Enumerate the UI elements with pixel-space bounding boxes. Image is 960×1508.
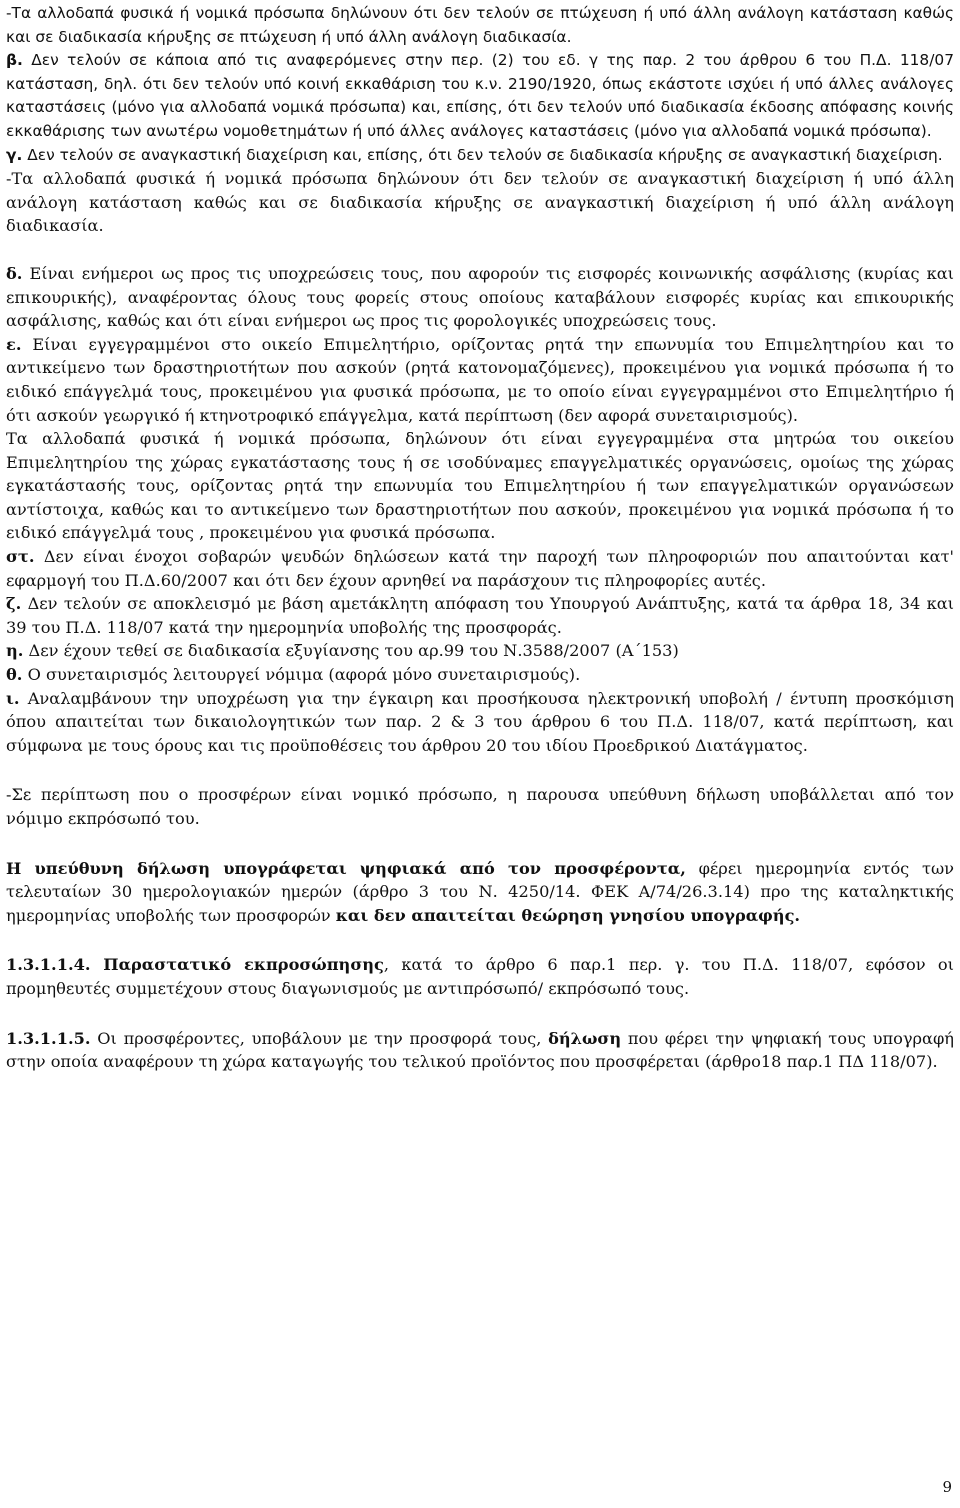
- bold-text: Η υπεύθυνη δήλωση υπογράφεται ψηφιακά από τον προσφέροντα,: [6, 858, 686, 878]
- paragraph-text: Οι προσφέροντες, υποβάλουν με την προσφορά τους,: [90, 1028, 549, 1048]
- paragraph-text: που φέρει την ψηφιακή τους υπογραφή στην οποία αναφέρουν τη χώρα καταγωγής του τελικού προϊόντος που προσφέρεται (άρθρο18 παρ.1 ΠΔ 118/07).: [6, 1028, 954, 1072]
- paragraph-foreign-chamber-registration: [6, 427, 954, 545]
- item-label-i: ι.: [6, 688, 20, 708]
- paragraph-text: Δεν είναι ένοχοι σοβαρών ψευδών δηλώσεων κατά την παροχή των πληροφοριών που απαιτούνται κατ' εφαρμογή του Π.Δ.60/2007 και ότι δεν έχουν αρνηθεί να παράσχουν τις πληροφορίες αυτές.: [6, 547, 954, 590]
- section-number: 1.3.1.1.4.: [6, 955, 91, 975]
- paragraph-text: Τα αλλοδαπά φυσικά ή νομικά πρόσωπα, δηλώνουν ότι είναι εγγεγραμμένα στα μητρώα του οικείου Επιμελητηρίου της χώρας εγκατάστασης τους ή σε ισοδύναμες επαγγελματικές οργανώσεις, ομοίως της χώρας εγκατάστασής τους, ορίζοντας ρητά την επωνυμία του Επιμελητηρίου ή των επαγγελματικών οργανώσεων αντίστοιχα, καθώς και το αντικείμενο των δραστηριοτήτων που ασκούν, προκειμένου για νομικά πρόσωπα ή το ειδικό επάγγελμά τους , προκειμένου για φυσικά πρόσωπα.: [6, 429, 954, 543]
- paragraph-legal-representative: [6, 783, 954, 830]
- item-label-d: δ.: [6, 263, 23, 283]
- bold-text: δήλωση: [548, 1028, 622, 1048]
- paragraph-foreign-bankruptcy: [6, 2, 954, 49]
- item-label-b: β.: [6, 51, 23, 70]
- paragraph-1-3-1-1-5: [6, 1027, 954, 1074]
- bold-text: και δεν απαιτείται θεώρηση γνησίου υπογραφής.: [335, 905, 801, 925]
- paragraph-e-chamber-registration: [6, 333, 954, 427]
- section-number: 1.3.1.1.5.: [6, 1028, 91, 1048]
- paragraph-d-insurance: [6, 262, 954, 333]
- page-number: 9: [942, 1478, 952, 1496]
- paragraph-text: -Τα αλλοδαπά φυσικά ή νομικά πρόσωπα δηλώνουν ότι δεν τελούν σε αναγκαστική διαχείριση ή υπό άλλη ανάλογη κατάσταση καθώς και σε διαδικασία κήρυξης σε αναγκαστική διαχείριση ή υπό άλλη ανάλογη διαδικασία.: [6, 169, 954, 236]
- item-label-h: η.: [6, 641, 24, 661]
- paragraph-z-exclusion: [6, 592, 954, 639]
- paragraph-foreign-forced-administration: [6, 167, 954, 238]
- item-label-st: στ.: [6, 547, 35, 567]
- paragraph-text: Δεν τελούν σε αναγκαστική διαχείριση και, επίσης, ότι δεν τελούν σε διαδικασία κήρυξης σε αναγκαστική διαχείριση.: [22, 145, 943, 164]
- paragraph-text: Αναλαμβάνουν την υποχρέωση για την έγκαιρη και προσήκουσα ηλεκτρονική υποβολή / έντυπη προσκόμιση όπου απαιτείται των δικαιολογητικών των παρ. 2 & 3 του άρθρου 6 του Π.Δ. 118/07, κατά περίπτωση, και σύμφωνα με τους όρους και τις προϋποθέσεις του άρθρου 20 του ιδίου Προεδρικού Διατάγματος.: [6, 688, 954, 755]
- paragraph-text: Είναι εγγεγραμμένοι στο οικείο Επιμελητήριο, ορίζοντας ρητά την επωνυμία του Επιμελητηρίου και το αντικείμενο των δραστηριοτήτων που ασκούν (ρητά κατονομαζόμενες), προκειμένου για νομικά πρόσωπα ή το ειδικό επάγγελμά τους, προκειμένου για φυσικά πρόσωπα, με το οποίο είναι εγγεγραμμένοι στο Επιμελητήριο ή ότι ασκούν γεωργικό ή κτηνοτροφικό επάγγελμα, κατά περίπτωση (δεν αφορά συνεταιρισμούς).: [6, 334, 954, 425]
- item-label-c: γ.: [6, 145, 23, 164]
- paragraph-1-3-1-1-4: [6, 953, 954, 1000]
- paragraph-text: Δεν έχουν τεθεί σε διαδικασία εξυγίανσης του αρ.99 του Ν.3588/2007 (Α΄153): [23, 641, 679, 661]
- paragraph-i-submission-obligation: [6, 687, 954, 758]
- paragraph-th-cooperative: [6, 663, 954, 687]
- paragraph-h-reorganization: [6, 639, 954, 663]
- paragraph-text: , κατά το άρθρο 6 παρ.1 περ. γ. του Π.Δ. 118/07, εφόσον οι προμηθευτές συμμετέχουν στους διαγωνισμούς με αντιπρόσωπό/ εκπρόσωπό τους.: [6, 955, 955, 998]
- paragraph-c-forced-administration: [6, 144, 954, 168]
- paragraph-b-joint-liquidation: [6, 49, 954, 143]
- item-label-th: θ.: [6, 665, 23, 685]
- paragraph-digital-signature: [6, 857, 954, 928]
- paragraph-text: Δεν τελούν σε αποκλεισμό με βάση αμετάκλητη απόφαση του Υπουργού Ανάπτυξης, κατά τα άρθρα 18, 34 και 39 του Π.Δ. 118/07 κατά την ημερομηνία υποβολής της προσφοράς.: [6, 594, 954, 637]
- paragraph-st-false-statements: [6, 545, 954, 592]
- paragraph-text: Δεν τελούν σε κάποια από τις αναφερόμενες στην περ. (2) του εδ. γ της παρ. 2 του άρθρου 6 του Π.Δ. 118/07 κατάσταση, δηλ. ότι δεν τελούν υπό κοινή εκκαθάριση του κ.ν. 2190/1920, όπως εκάστοτε ισχύει ή υπό άλλες ανάλογες καταστάσεις (μόνο για αλλοδαπά νομικά πρόσωπα) και, επίσης, ότι δεν τελούν υπό διαδικασία έκδοσης απόφασης κοινής εκκαθάρισης των ανωτέρω νομοθετημάτων ή υπό άλλες ανάλογες καταστάσεις (μόνο για αλλοδαπά νομικά πρόσωπα).: [6, 51, 954, 140]
- item-label-z: ζ.: [6, 594, 22, 614]
- paragraph-text: φέρει ημερομηνία εντός των τελευταίων 30 ημερολογιακών ημερών (άρθρο 3 του Ν. 4250/14. ΦΕΚ Α/74/26.3.14) προ της καταληκτικής ημερομηνίας υποβολής των προσφορών: [6, 858, 955, 925]
- item-label-e: ε.: [6, 334, 22, 354]
- bold-text: Παραστατικό εκπροσώπησης: [90, 955, 384, 975]
- document-page: [6, 2, 954, 1074]
- paragraph-text: -Τα αλλοδαπά φυσικά ή νομικά πρόσωπα δηλώνουν ότι δεν τελούν σε πτώχευση ή υπό άλλη ανάλογη κατάσταση καθώς και σε διαδικασία κήρυξης σε πτώχευση ή υπό άλλη ανάλογη διαδικασία.: [6, 4, 954, 46]
- paragraph-text: Είναι ενήμεροι ως προς τις υποχρεώσεις τους, που αφορούν τις εισφορές κοινωνικής ασφάλισης (κυρίας και επικουρικής), αναφέροντας όλους τους φορείς στους οποίους καταβάλουν εισφορές κυρίας και επικουρικής ασφάλισης, καθώς και ότι είναι ενήμεροι ως προς τις φορολογικές υποχρεώσεις τους.: [6, 263, 954, 331]
- paragraph-text: -Σε περίπτωση που ο προσφέρων είναι νομικό πρόσωπο, η παρουσα υπεύθυνη δήλωση υποβάλλεται από τον νόμιμο εκπρόσωπό του.: [6, 785, 954, 828]
- paragraph-text: Ο συνεταιρισμός λειτουργεί νόμιμα (αφορά μόνο συνεταιρισμούς).: [22, 665, 581, 685]
